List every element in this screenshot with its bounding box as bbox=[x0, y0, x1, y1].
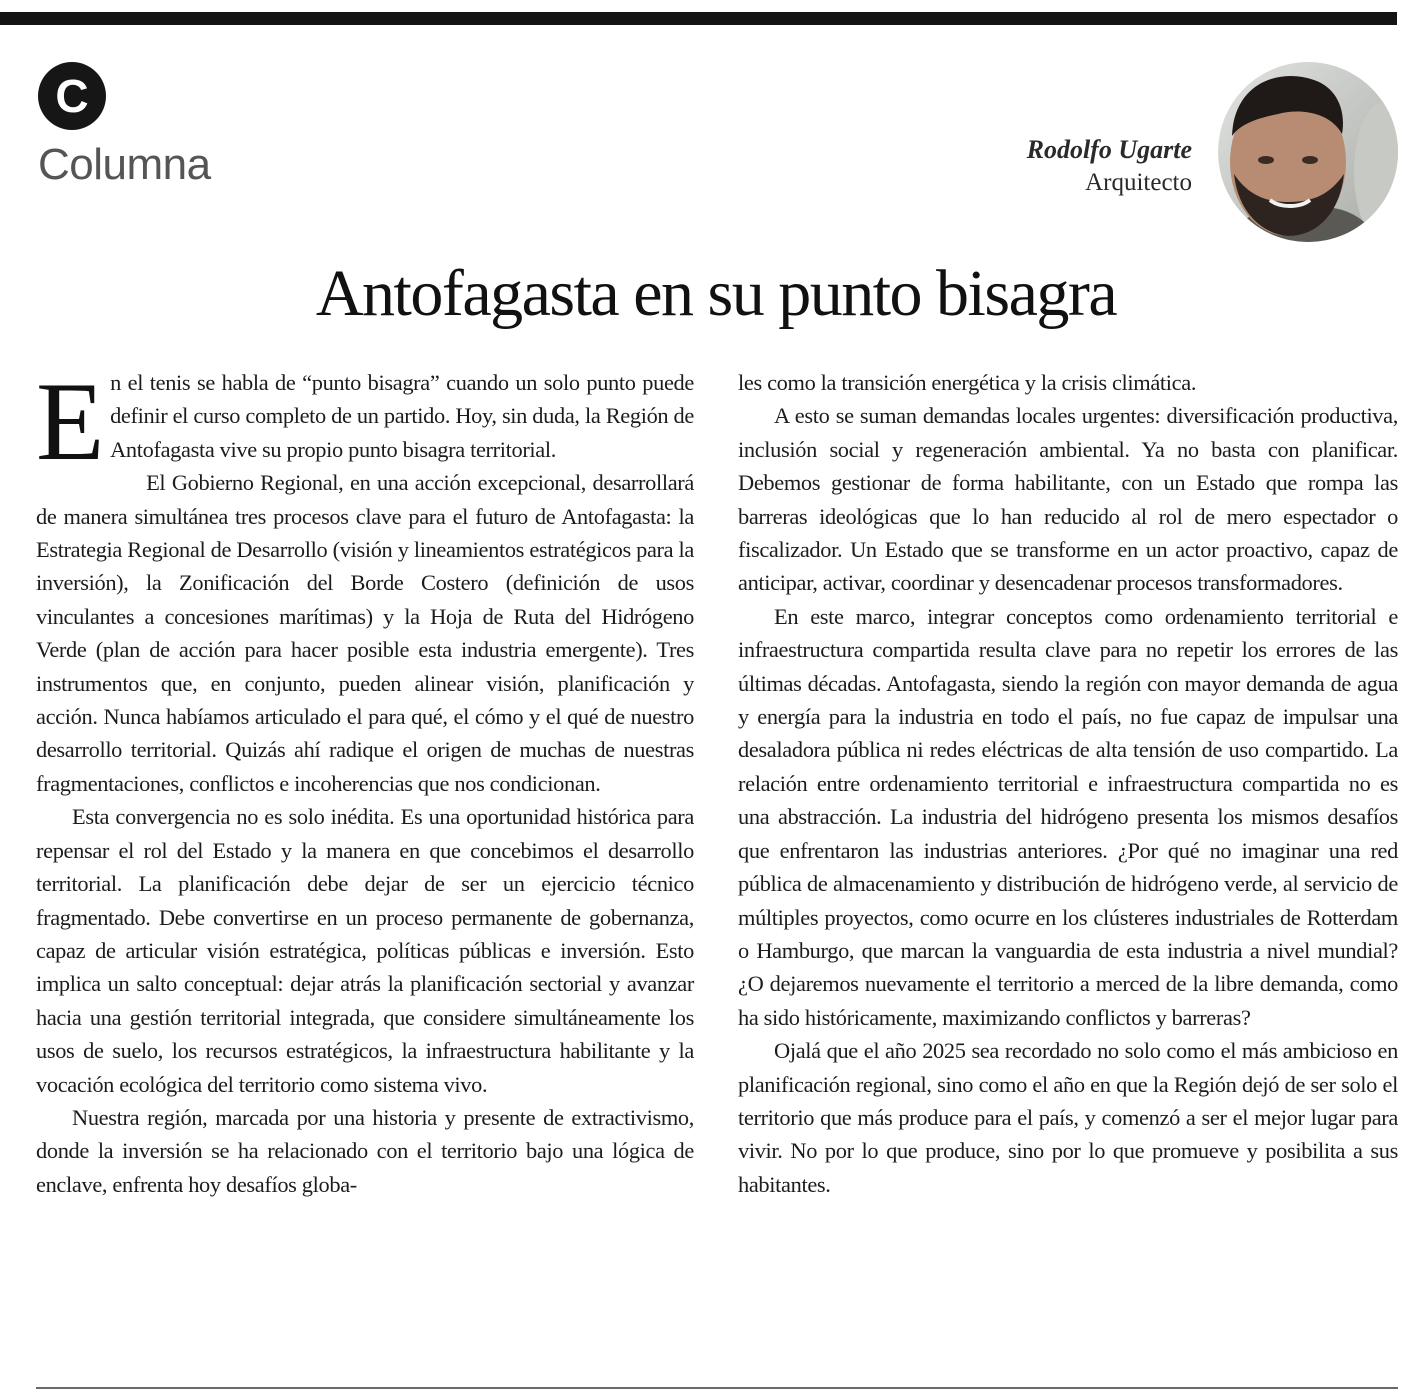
bottom-rule bbox=[36, 1387, 1398, 1389]
section-name: Columna bbox=[38, 140, 211, 189]
author-name: Rodolfo Ugarte bbox=[1026, 135, 1192, 164]
article-paragraph: Nuestra región, marcada por una historia y presente de extractivismo, donde la inversión se ha relacionado con el territorio bajo una lógica de enclave, enfrenta hoy desafíos globa- bbox=[36, 1104, 694, 1197]
article-paragraph: Esta convergencia no es solo inédita. Es una oportunidad histórica para repensar el rol del Estado y la manera en que concebimos el desarrollo territorial. La planificación debe dejar de ser un ejercicio técnico fragmentado. Debe convertirse en un proceso permanente de gobernanza, capaz de articular visión estratégica, políticas públicas e inversión. Esto implica un salto conceptual: dejar atrás la planificación sectorial y avanzar hacia una gestión territorial integrada, que considere simultáneamente los usos de suelo, los recursos estratégicos, la infraestructura habilitante y la vocación ecológica del territorio como sistema vivo. bbox=[36, 804, 694, 1097]
author-role: Arquitecto bbox=[1085, 169, 1192, 196]
author-portrait-icon bbox=[1218, 62, 1398, 242]
article-column-right bbox=[738, 366, 1398, 1201]
paragraph-text: n el tenis se habla de “punto bisagra” cuando un solo punto puede definir el curso completo de un partido. Hoy, sin duda, la Región de Antofagasta vive su propio punto bisagra territorial. bbox=[110, 370, 694, 462]
article-column-left bbox=[36, 360, 694, 1201]
top-rule bbox=[0, 12, 1397, 25]
article-paragraph: El Gobierno Regional, en una acción excepcional, desarrollará de manera simultánea tres procesos clave para el futuro de Antofagasta: la Estrategia Regional de Desarrollo (visión y lineamientos estratégicos para la inversión), la Zonificación del Borde Costero (definición de usos vinculantes a concesiones marítimas) y la Hoja de Ruta del Hidrógeno Verde (plan de acción para hacer posible esta industria emergente). Tres instrumentos que, en conjunto, pueden alinear visión, planificación y acción. Nunca habíamos articulado el para qué, el cómo y el qué de nuestro desarrollo territorial. Quizás ahí radique el origen de muchas de nuestras fragmentaciones, conflictos e incoherencias que nos condicionan. bbox=[36, 470, 694, 796]
drop-cap: E bbox=[36, 360, 105, 484]
article-paragraph: Ojalá que el año 2025 sea recordado no solo como el más ambicioso en planificación regional, sino como el año en que la Región dejó de ser solo el territorio que más produce para el país, y comenzó a ser el mejor lugar para vivir. No por lo que produce, sino por lo que promueve y posibilita a sus habitantes. bbox=[738, 1038, 1398, 1197]
article-paragraph: les como la transición energética y la crisis climática. bbox=[738, 370, 1197, 395]
section-badge: C bbox=[38, 62, 106, 130]
author-byline bbox=[1027, 134, 1192, 200]
article-paragraph: En este marco, integrar conceptos como ordenamiento territorial e infraestructura compartida resulta clave para no repetir los errores de las últimas décadas. Antofagasta, siendo la región con mayor demanda de agua y energía para la industria en todo el país, no fue capaz de impulsar una desaladora pública ni redes eléctricas de alta tensión de uso compartido. La relación entre ordenamiento territorial e infraestructura compartida no es una abstracción. La industria del hidrógeno presenta los mismos desafíos que enfrentaron las industrias anteriores. ¿Por qué no imaginar una red pública de almacenamiento y distribución de hidrógeno verde, al servicio de múltiples proyectos, como ocurre en los clústeres industriales de Rotterdam o Hamburgo, que marcan la vanguardia de esta industria a nivel mundial? ¿O dejaremos nuevamente el territorio a merced de la libre demanda, como ha sido históricamente, maximizando conflictos y barreras? bbox=[738, 603, 1398, 1030]
article-paragraph bbox=[36, 360, 694, 484]
article-headline: Antofagasta en su punto bisagra bbox=[315, 257, 1117, 330]
article-paragraph: A esto se suman demandas locales urgentes: diversificación productiva, inclusión social y regeneración ambiental. Ya no basta con planificar. Debemos gestionar de forma habilitante, con un Estado que rompa las barreras ideológicas que lo han reducido al rol de mero espectador o fiscalizador. Un Estado que se transforme en un actor proactivo, capaz de anticipar, activar, coordinar y desencadenar procesos transformadores. bbox=[738, 403, 1398, 596]
